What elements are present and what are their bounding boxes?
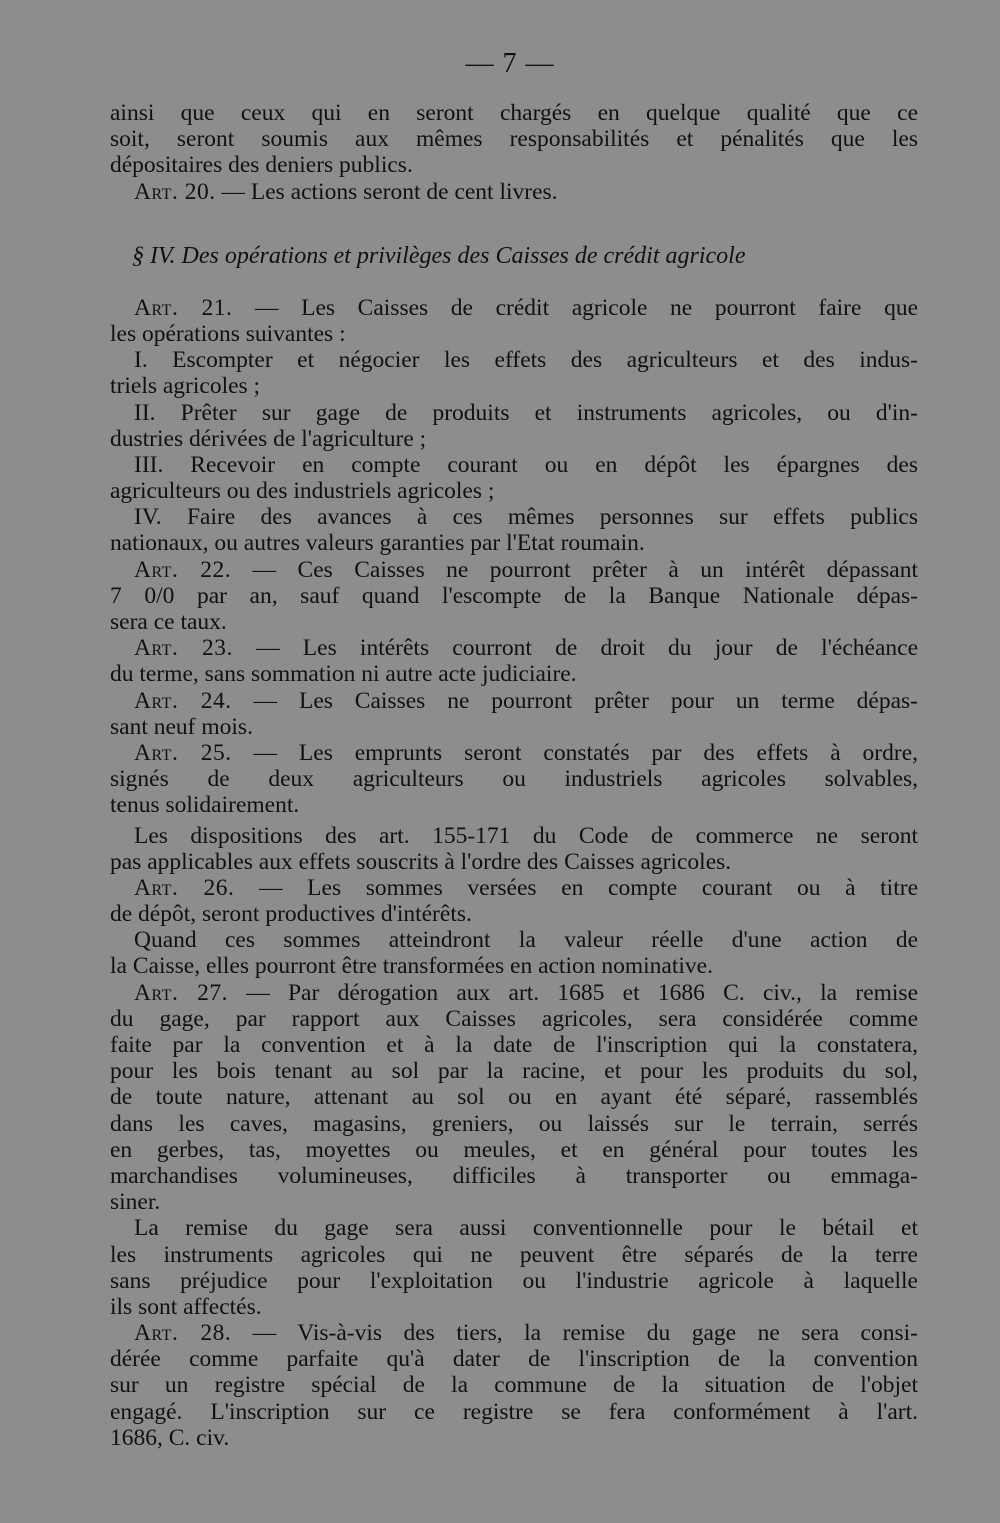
article-label: Art. 28. — [134, 1320, 232, 1347]
text-line: les opérations suivantes : — [110, 320, 346, 347]
article-text: — Ces Caisses ne pourront prêter à un intérêt dépassant — [252, 556, 918, 583]
text-line: siner. — [110, 1189, 161, 1216]
text-line: 7 0/0 par an, sauf quand l'escompte de la Banque Nationale dépas- — [110, 582, 918, 609]
article-text: — Vis-à-vis des tiers, la remise du gage ne sera consi- — [252, 1320, 918, 1347]
body-text — [110, 100, 918, 1451]
text-line: marchandises volumineuses, difficiles à transporter ou emmaga- — [110, 1162, 918, 1189]
text-line: du terme, sans sommation ni autre acte judiciaire. — [110, 661, 577, 688]
text-line: de toute nature, attenant au sol ou en ayant été séparé, rassemblés — [110, 1084, 918, 1111]
article-label: Art. 23. — [134, 635, 233, 662]
article-text: — Les Caisses de crédit agricole ne pourront faire que — [254, 294, 918, 321]
text-line: sant neuf mois. — [110, 713, 253, 740]
text-line: tenus solidairement. — [110, 792, 300, 819]
text-line: dérée comme parfaite qu'à dater de l'inscription de la convention — [110, 1346, 918, 1373]
text-line: Quand ces sommes atteindront la valeur réelle d'une action de — [134, 927, 918, 954]
list-item-continuation: triels agricoles ; — [110, 373, 261, 400]
text-line: en gerbes, tas, moyettes ou meules, et en général pour toutes les — [110, 1136, 918, 1163]
text-line: du gage, par rapport aux Caisses agricoles, sera considérée comme — [110, 1005, 918, 1032]
text-line: pas applicables aux effets souscrits à l'ordre des Caisses agricoles. — [110, 848, 732, 875]
text-line: faite par la convention et à la date de l'inscription qui la constatera, — [110, 1032, 918, 1058]
list-item-continuation: dustries dérivées de l'agriculture ; — [110, 425, 427, 452]
article-text: — Les sommes versées en compte courant ou à titre — [259, 874, 918, 901]
list-item-continuation: agriculteurs ou des industriels agricoles ; — [110, 478, 495, 505]
text-line: signés de deux agriculteurs ou industriels agricoles solvables, — [110, 766, 918, 793]
article-text: — Par dérogation aux art. 1685 et 1686 C. civ., la remise — [246, 979, 918, 1006]
text-line: pour les bois tenant au sol par la racine, et pour les produits du sol, — [110, 1058, 918, 1085]
text-line: ainsi que ceux qui en seront chargés en quelque qualité que ce — [110, 100, 918, 126]
text-line: sans préjudice pour l'exploitation ou l'industrie agricole à laquelle — [110, 1267, 918, 1294]
text-line: les instruments agricoles qui ne peuvent être séparés de la terre — [110, 1241, 918, 1268]
article-label: Art. 21. — [134, 294, 233, 321]
text-line: la Caisse, elles pourront être transformées en action nominative. — [110, 953, 713, 980]
article-label: Art. 24. — [134, 687, 232, 714]
article-27 — [110, 980, 918, 1006]
text-line: Les dispositions des art. 155-171 du Code de commerce ne seront — [134, 822, 918, 849]
text-line: engagé. L'inscription sur ce registre se fera conformément à l'art. — [110, 1398, 918, 1425]
list-item-continuation: nationaux, ou autres valeurs garanties par l'Etat roumain. — [110, 530, 645, 557]
article-label: Art. 20. — [134, 178, 216, 205]
list-item: III. Recevoir en compte courant ou en dépôt les épargnes des — [134, 451, 918, 478]
text-line: de dépôt, seront productives d'intérêts. — [110, 901, 472, 928]
text-line: sera ce taux. — [110, 609, 227, 635]
page-number: — 7 — — [465, 48, 555, 79]
article-label: Art. 26. — [134, 874, 235, 901]
article-text: — Les intérêts courront de droit du jour de l'échéance — [256, 635, 918, 662]
section-heading: § IV. Des opérations et privilèges des Caisses de crédit agricole — [132, 242, 746, 269]
article-label: Art. 25. — [134, 739, 232, 766]
text-line: dépositaires des deniers publics. — [110, 152, 413, 179]
list-item: IV. Faire des avances à ces mêmes personnes sur effets publics — [134, 504, 918, 531]
article-22 — [110, 557, 918, 583]
article-21 — [110, 295, 918, 321]
article-20 — [110, 179, 918, 205]
text-line: La remise du gage sera aussi conventionnelle pour le bétail et — [134, 1215, 918, 1242]
list-item: I. Escompter et négocier les effets des agriculteurs et des indus- — [134, 347, 918, 374]
article-23 — [110, 635, 918, 661]
list-item: II. Prêter sur gage de produits et instruments agricoles, ou d'in- — [134, 399, 918, 426]
article-28 — [110, 1320, 918, 1346]
article-label: Art. 22. — [134, 556, 232, 583]
article-24 — [110, 688, 918, 714]
text-line: dans les caves, magasins, greniers, ou laissés sur le terrain, serrés — [110, 1110, 918, 1137]
article-label: Art. 27. — [134, 979, 228, 1006]
text-line: soit, seront soumis aux mêmes responsabilités et pénalités que les — [110, 126, 918, 153]
article-26 — [110, 875, 918, 901]
text-line: ils sont affectés. — [110, 1293, 262, 1320]
article-text: — Les emprunts seront constatés par des effets à ordre, — [253, 739, 918, 766]
article-text: — Les actions seront de cent livres. — [221, 178, 558, 205]
article-25 — [110, 740, 918, 766]
text-line: 1686, C. civ. — [110, 1424, 230, 1451]
text-line: sur un registre spécial de la commune de la situation de l'objet — [110, 1372, 918, 1399]
article-text: — Les Caisses ne pourront prêter pour un terme dépas- — [253, 687, 918, 714]
